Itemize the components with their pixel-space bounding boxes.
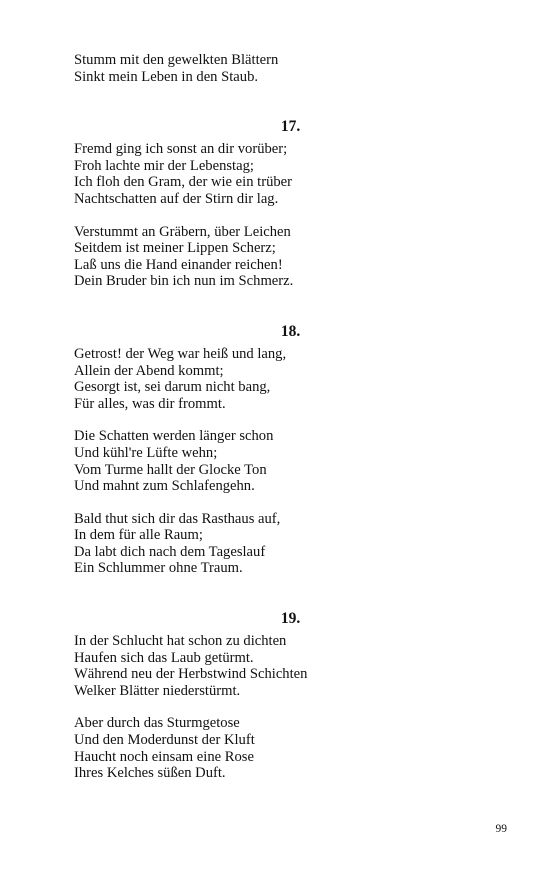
verse-line: Bald thut sich dir das Rasthaus auf, (74, 510, 281, 527)
page-content (74, 52, 494, 798)
verse-line: Und den Moderdunst der Kluft (74, 732, 255, 749)
verse-line: Und kühl're Lüfte wehn; (74, 444, 218, 461)
verse-line: Verstummt an Gräbern, über Leichen (74, 223, 291, 240)
stanza (74, 715, 494, 781)
verse-line: Seitdem ist meiner Lippen Scherz; (74, 240, 276, 257)
verse-line: Stumm mit den gewelkten Blättern (74, 52, 279, 68)
stanza (74, 428, 494, 494)
verse-line: Getrost! der Weg war heiß und lang, (74, 345, 287, 362)
verse-line: Ihres Kelches süßen Duft. (74, 765, 226, 782)
verse-line: Während neu der Herbstwind Schichten (74, 666, 308, 683)
verse-line: Welker Blätter niederstürmt. (74, 682, 241, 699)
verse-line: Ich floh den Gram, der wie ein trüber (74, 174, 293, 191)
verse-line: Allein der Abend kommt; (74, 362, 224, 379)
verse-line: Fremd ging ich sonst an dir vorüber; (74, 141, 288, 158)
stanza (74, 511, 494, 577)
verse-line: Gesorgt ist, sei darum nicht bang, (74, 379, 271, 396)
stanza (74, 141, 494, 207)
verse-line: Aber durch das Sturmgetose (74, 715, 240, 732)
verse-line: In der Schlucht hat schon zu dichten (74, 633, 287, 650)
page-number: 99 (495, 823, 507, 835)
verse-line: Sinkt mein Leben in den Staub. (74, 68, 259, 85)
poem-number: 17. (280, 118, 301, 136)
verse-line: Und mahnt zum Schlafengehn. (74, 478, 255, 495)
stanza (74, 633, 494, 699)
lead-stanza (74, 52, 494, 85)
poem-number: 18. (280, 322, 301, 340)
verse-line: Die Schatten werden länger schon (74, 428, 274, 445)
verse-line: Vom Turme hallt der Glocke Ton (74, 461, 267, 478)
verse-line: Ein Schlummer ohne Traum. (74, 560, 243, 577)
stanza (74, 346, 494, 412)
verse-line: Dein Bruder bin ich nun im Schmerz. (74, 273, 294, 290)
verse-line: In dem für alle Raum; (74, 527, 203, 544)
poem-19 (74, 610, 494, 782)
stanza (74, 224, 494, 290)
poem-17 (74, 118, 494, 290)
poem-18 (74, 323, 494, 577)
verse-line: Laß uns die Hand einander reichen! (74, 256, 283, 273)
verse-line: Haufen sich das Laub getürmt. (74, 649, 254, 666)
verse-line: Für alles, was dir frommt. (74, 395, 226, 412)
poem-number: 19. (280, 610, 301, 628)
verse-line: Haucht noch einsam eine Rose (74, 748, 254, 765)
verse-line: Nachtschatten auf der Stirn dir lag. (74, 190, 279, 207)
verse-line: Froh lachte mir der Lebenstag; (74, 157, 254, 174)
verse-line: Da labt dich nach dem Tageslauf (74, 543, 266, 560)
